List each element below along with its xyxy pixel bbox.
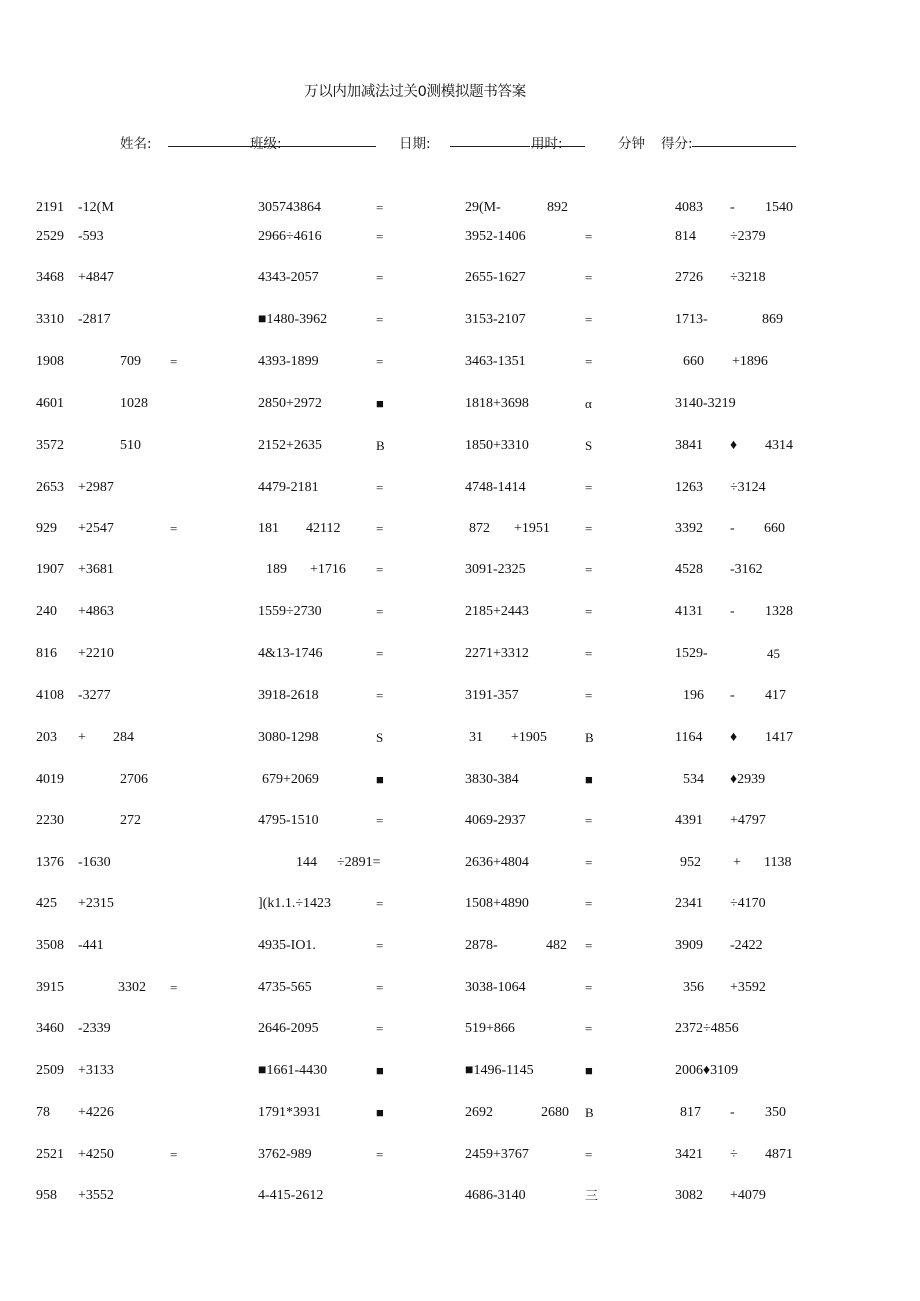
problem-r7-c4-operand: 3841 [675, 438, 703, 453]
problem-r14-c3-term: +1905 [511, 730, 547, 745]
problem-r21-c1-operand: 3460 [36, 1021, 64, 1036]
problem-r19-c2-operand: 4935-IO1. [258, 938, 316, 953]
problem-r17-c4-tail: 1138 [764, 855, 792, 870]
problem-r1-c4-operand: 4083 [675, 200, 703, 215]
problem-r19-c2-tail: = [376, 938, 384, 953]
problem-r4-c1-operand: 3310 [36, 312, 64, 327]
problem-r22-c2-operand: ■1661-4430 [258, 1063, 328, 1078]
problem-r7-c4-tail: 4314 [765, 438, 793, 453]
problem-r6-c1-term: 1028 [120, 396, 148, 411]
score-blank [692, 146, 796, 147]
problem-r24-c2-tail: = [376, 1147, 384, 1162]
problem-r8-c2-operand: 4479-2181 [258, 480, 319, 495]
problem-r19-c3-term: 482 [546, 938, 567, 953]
problem-r20-c1-term: 3302 [118, 980, 146, 995]
problem-r3-c4-term: ÷3218 [730, 270, 766, 285]
problem-r15-c1-term: 2706 [120, 772, 148, 787]
problem-r20-c4-operand: 356 [683, 980, 704, 995]
problem-r4-c2-tail: = [376, 312, 384, 327]
problem-r19-c3-operand: 2878- [465, 938, 498, 953]
problem-r11-c4-term: - [730, 604, 735, 619]
problem-r10-c2-term: +1716 [310, 562, 346, 577]
problem-r3-c2-tail: = [376, 270, 384, 285]
problem-r24-c1-tail: = [170, 1147, 178, 1162]
problem-r16-c2-tail: = [376, 813, 384, 828]
problem-r25-c1-operand: 958 [36, 1188, 57, 1203]
problem-r16-c4-term: +4797 [730, 813, 766, 828]
problem-r12-c4-tail: 45 [767, 646, 780, 661]
problem-r18-c1-operand: 425 [36, 896, 57, 911]
problem-r25-c4-term: +4079 [730, 1188, 766, 1203]
problem-r1-c1-term: -12(M [78, 200, 114, 215]
problem-r8-c2-tail: = [376, 480, 384, 495]
problem-r1-c4-tail: 1540 [765, 200, 793, 215]
problem-r24-c1-operand: 2521 [36, 1147, 64, 1162]
problem-r13-c2-operand: 3918-2618 [258, 688, 319, 703]
problem-r18-c3-operand: 1508+4890 [465, 896, 529, 911]
problem-r16-c3-tail: = [585, 813, 593, 828]
problem-r18-c4-term: ÷4170 [730, 896, 766, 911]
problem-r12-c1-term: +2210 [78, 646, 114, 661]
problem-r13-c3-operand: 3191-357 [465, 688, 519, 703]
problem-r23-c3-operand: 2692 [465, 1105, 493, 1120]
problem-r20-c1-operand: 3915 [36, 980, 64, 995]
problem-r10-c1-operand: 1907 [36, 562, 64, 577]
problem-r14-c3-tail: B [585, 730, 594, 745]
page-title: 万以内加减法过关0测模拟题书答案 [304, 84, 526, 100]
problem-r9-c1-operand: 929 [36, 521, 57, 536]
problem-r23-c2-tail: ■ [376, 1105, 384, 1120]
problem-r19-c3-tail: = [585, 938, 593, 953]
class-label: 班级: [250, 136, 282, 152]
problem-r9-c2-tail: = [376, 521, 384, 536]
problem-r9-c3-operand: 872 [469, 521, 490, 536]
problem-r23-c4-term: - [730, 1105, 735, 1120]
problem-r13-c4-tail: 417 [765, 688, 786, 703]
problem-r7-c2-operand: 2152+2635 [258, 438, 322, 453]
problem-r2-c4-operand: 814 [675, 229, 696, 244]
problem-r1-c2-tail: = [376, 200, 384, 215]
problem-r17-c2-term: ÷2891= [337, 855, 381, 870]
problem-r7-c3-tail: S [585, 438, 593, 453]
problem-r7-c1-term: 510 [120, 438, 141, 453]
problem-r14-c1-term: + [78, 730, 86, 745]
problem-r24-c3-tail: = [585, 1147, 593, 1162]
problem-r24-c4-term: ÷ [730, 1147, 738, 1162]
problem-r9-c3-term: +1951 [514, 521, 550, 536]
problem-r7-c1-operand: 3572 [36, 438, 64, 453]
problem-r10-c2-tail: = [376, 562, 384, 577]
problem-r16-c1-operand: 2230 [36, 813, 64, 828]
problem-r16-c1-term: 272 [120, 813, 141, 828]
problem-r5-c3-tail: = [585, 354, 593, 369]
problem-r17-c1-operand: 1376 [36, 855, 64, 870]
problem-r22-c1-operand: 2509 [36, 1063, 64, 1078]
problem-r4-c4-operand: 1713- [675, 312, 708, 327]
problem-r6-c3-operand: 1818+3698 [465, 396, 529, 411]
problem-r7-c2-tail: B [376, 438, 385, 453]
problem-r23-c3-term: 2680 [541, 1105, 569, 1120]
problem-r12-c1-operand: 816 [36, 646, 57, 661]
problem-r12-c3-operand: 2271+3312 [465, 646, 529, 661]
problem-r23-c1-operand: 78 [36, 1105, 50, 1120]
problem-r22-c4-operand: 2006♦3109 [675, 1063, 739, 1078]
problem-r13-c1-term: -3277 [78, 688, 111, 703]
problem-r23-c4-operand: 817 [680, 1105, 701, 1120]
problem-r8-c1-operand: 2653 [36, 480, 64, 495]
problem-r24-c3-operand: 2459+3767 [465, 1147, 529, 1162]
problem-r6-c4-operand: 3140-3219 [675, 396, 736, 411]
problem-r11-c2-tail: = [376, 604, 384, 619]
problem-r20-c4-term: +3592 [730, 980, 766, 995]
problem-r9-c2-operand: 181 [258, 521, 279, 536]
problem-r14-c2-operand: 3080-1298 [258, 730, 319, 745]
problem-r5-c2-operand: 4393-1899 [258, 354, 319, 369]
problem-r11-c4-tail: 1328 [765, 604, 793, 619]
problem-r20-c3-tail: = [585, 980, 593, 995]
name-blank [168, 146, 250, 147]
problem-r3-c1-term: +4847 [78, 270, 114, 285]
problem-r14-c4-operand: 1164 [675, 730, 703, 745]
problem-r23-c1-term: +4226 [78, 1105, 114, 1120]
problem-r20-c2-operand: 4735-565 [258, 980, 312, 995]
problem-r15-c2-tail: ■ [376, 772, 384, 787]
problem-r22-c2-tail: ■ [376, 1063, 384, 1078]
problem-r1-c1-operand: 2191 [36, 200, 64, 215]
problem-r18-c4-operand: 2341 [675, 896, 703, 911]
problem-r9-c4-term: - [730, 521, 735, 536]
problem-r8-c3-operand: 4748-1414 [465, 480, 526, 495]
problem-r24-c4-tail: 4871 [765, 1147, 793, 1162]
problem-r21-c1-term: -2339 [78, 1021, 111, 1036]
date-blank [450, 146, 530, 147]
problem-r19-c4-term: -2422 [730, 938, 763, 953]
problem-r22-c3-tail: ■ [585, 1063, 593, 1078]
problem-r7-c3-operand: 1850+3310 [465, 438, 529, 453]
problem-r14-c2-tail: S [376, 730, 384, 745]
name-label: 姓名: [120, 136, 152, 152]
problem-r8-c1-term: +2987 [78, 480, 114, 495]
problem-r15-c3-tail: ■ [585, 772, 593, 787]
problem-r10-c4-term: -3162 [730, 562, 763, 577]
problem-r3-c3-operand: 2655-1627 [465, 270, 526, 285]
problem-r23-c4-tail: 350 [765, 1105, 786, 1120]
problem-r11-c1-operand: 240 [36, 604, 57, 619]
problem-r14-c4-tail: 1417 [765, 730, 793, 745]
problem-r17-c1-term: -1630 [78, 855, 111, 870]
problem-r6-c2-operand: 2850+2972 [258, 396, 322, 411]
problem-r17-c3-tail: = [585, 855, 593, 870]
problem-r21-c2-operand: 2646-2095 [258, 1021, 319, 1036]
problem-r3-c1-operand: 3468 [36, 270, 64, 285]
problem-r2-c3-operand: 3952-1406 [465, 229, 526, 244]
problem-r3-c2-operand: 4343-2057 [258, 270, 319, 285]
problem-r11-c3-tail: = [585, 604, 593, 619]
problem-r6-c1-operand: 4601 [36, 396, 64, 411]
problem-r5-c1-tail: = [170, 354, 178, 369]
problem-r25-c4-operand: 3082 [675, 1188, 703, 1203]
problem-r18-c3-tail: = [585, 896, 593, 911]
problem-r10-c3-tail: = [585, 562, 593, 577]
class-blank [250, 146, 376, 147]
problem-r13-c4-term: - [730, 688, 735, 703]
problem-r12-c2-operand: 4&13-1746 [258, 646, 323, 661]
problem-r12-c4-operand: 1529- [675, 646, 708, 661]
problem-r1-c3-operand: 29(M- [465, 200, 501, 215]
problem-r1-c2-operand: 305743864 [258, 200, 321, 215]
problem-r17-c2-operand: 144 [296, 855, 317, 870]
problem-r20-c3-operand: 3038-1064 [465, 980, 526, 995]
problem-r21-c4-operand: 2372÷4856 [675, 1021, 739, 1036]
problem-r20-c2-tail: = [376, 980, 384, 995]
problem-r4-c4-tail: 869 [762, 312, 783, 327]
problem-r24-c2-operand: 3762-989 [258, 1147, 312, 1162]
problem-r8-c4-term: ÷3124 [730, 480, 766, 495]
problem-r16-c4-operand: 4391 [675, 813, 703, 828]
problem-r6-c2-tail: ■ [376, 396, 384, 411]
problem-r19-c4-operand: 3909 [675, 938, 703, 953]
problem-r13-c1-operand: 4108 [36, 688, 64, 703]
problem-r17-c4-operand: 952 [680, 855, 701, 870]
problem-r5-c3-operand: 3463-1351 [465, 354, 526, 369]
problem-r12-c2-tail: = [376, 646, 384, 661]
problem-r9-c4-tail: 660 [764, 521, 785, 536]
problem-r11-c1-term: +4863 [78, 604, 114, 619]
problem-r14-c1-operand: 203 [36, 730, 57, 745]
date-label: 日期: [399, 136, 431, 152]
problem-r15-c1-operand: 4019 [36, 772, 64, 787]
problem-r4-c2-operand: ■1480-3962 [258, 312, 328, 327]
problem-r22-c1-term: +3133 [78, 1063, 114, 1078]
time-blank [531, 146, 585, 147]
problem-r19-c1-term: -441 [78, 938, 104, 953]
problem-r5-c4-term: +1896 [732, 354, 768, 369]
problem-r20-c1-tail: = [170, 980, 178, 995]
problem-r13-c2-tail: = [376, 688, 384, 703]
problem-r10-c2-operand: 189 [266, 562, 287, 577]
problem-r11-c4-operand: 4131 [675, 604, 703, 619]
problem-r4-c3-operand: 3153-2107 [465, 312, 526, 327]
problem-r25-c2-operand: 4-415-2612 [258, 1188, 324, 1203]
problem-r16-c2-operand: 4795-1510 [258, 813, 319, 828]
time-label: 用时: [531, 136, 563, 152]
problem-r21-c3-tail: = [585, 1021, 593, 1036]
problem-r1-c4-term: - [730, 200, 735, 215]
problem-r16-c3-operand: 4069-2937 [465, 813, 526, 828]
problem-r10-c3-operand: 3091-2325 [465, 562, 526, 577]
problem-r9-c1-tail: = [170, 521, 178, 536]
problem-r2-c3-tail: = [585, 229, 593, 244]
problem-r25-c3-tail: 三 [585, 1188, 599, 1203]
problem-r18-c1-term: +2315 [78, 896, 114, 911]
problem-r9-c1-term: +2547 [78, 521, 114, 536]
problem-r14-c1-tail: 284 [113, 730, 134, 745]
problem-r8-c3-tail: = [585, 480, 593, 495]
problem-r9-c3-tail: = [585, 521, 593, 536]
problem-r2-c2-tail: = [376, 229, 384, 244]
problem-r13-c4-operand: 196 [683, 688, 704, 703]
problem-r2-c1-operand: 2529 [36, 229, 64, 244]
problem-r9-c4-operand: 3392 [675, 521, 703, 536]
problem-r15-c4-term: ♦2939 [730, 772, 766, 787]
problem-r23-c3-tail: B [585, 1105, 594, 1120]
problem-r6-c3-tail: α [585, 396, 592, 411]
problem-r19-c1-operand: 3508 [36, 938, 64, 953]
problem-r15-c4-operand: 534 [683, 772, 704, 787]
problem-r2-c1-term: -593 [78, 229, 104, 244]
problem-r24-c1-term: +4250 [78, 1147, 114, 1162]
problem-r25-c1-term: +3552 [78, 1188, 114, 1203]
problem-r21-c2-tail: = [376, 1021, 384, 1036]
problem-r12-c3-tail: = [585, 646, 593, 661]
problem-r1-c3-term: 892 [547, 200, 568, 215]
problem-r11-c3-operand: 2185+2443 [465, 604, 529, 619]
problem-r10-c4-operand: 4528 [675, 562, 703, 577]
problem-r5-c2-tail: = [376, 354, 384, 369]
problem-r17-c4-term: + [733, 855, 741, 870]
problem-r21-c3-operand: 519+866 [465, 1021, 515, 1036]
minutes-label: 分钟 [618, 136, 645, 152]
problem-r18-c2-tail: = [376, 896, 384, 911]
problem-r8-c4-operand: 1263 [675, 480, 703, 495]
problem-r15-c3-operand: 3830-384 [465, 772, 519, 787]
score-label: 得分: [661, 136, 693, 152]
problem-r23-c2-operand: 1791*3931 [258, 1105, 321, 1120]
problem-r2-c4-term: ÷2379 [730, 229, 766, 244]
problem-r14-c4-term: ♦ [730, 730, 738, 745]
problem-r25-c3-operand: 4686-3140 [465, 1188, 526, 1203]
problem-r2-c2-operand: 2966÷4616 [258, 229, 322, 244]
problem-r11-c2-operand: 1559÷2730 [258, 604, 322, 619]
problem-r9-c2-term: 42112 [306, 521, 341, 536]
problem-r5-c1-term: 709 [120, 354, 141, 369]
problem-r5-c4-operand: 660 [683, 354, 704, 369]
problem-r18-c2-operand: ](k1.1.÷1423 [258, 896, 332, 911]
problem-r17-c3-operand: 2636+4804 [465, 855, 529, 870]
problem-r7-c4-term: ♦ [730, 438, 738, 453]
problem-r13-c3-tail: = [585, 688, 593, 703]
problem-r14-c3-operand: 31 [469, 730, 483, 745]
problem-r4-c3-tail: = [585, 312, 593, 327]
problem-r3-c4-operand: 2726 [675, 270, 703, 285]
problem-r10-c1-term: +3681 [78, 562, 114, 577]
problem-r5-c1-operand: 1908 [36, 354, 64, 369]
problem-r3-c3-tail: = [585, 270, 593, 285]
problem-r4-c1-term: -2817 [78, 312, 111, 327]
problem-r15-c2-operand: 679+2069 [262, 772, 319, 787]
problem-r22-c3-operand: ■1496-1145 [465, 1063, 534, 1078]
problem-r24-c4-operand: 3421 [675, 1147, 703, 1162]
